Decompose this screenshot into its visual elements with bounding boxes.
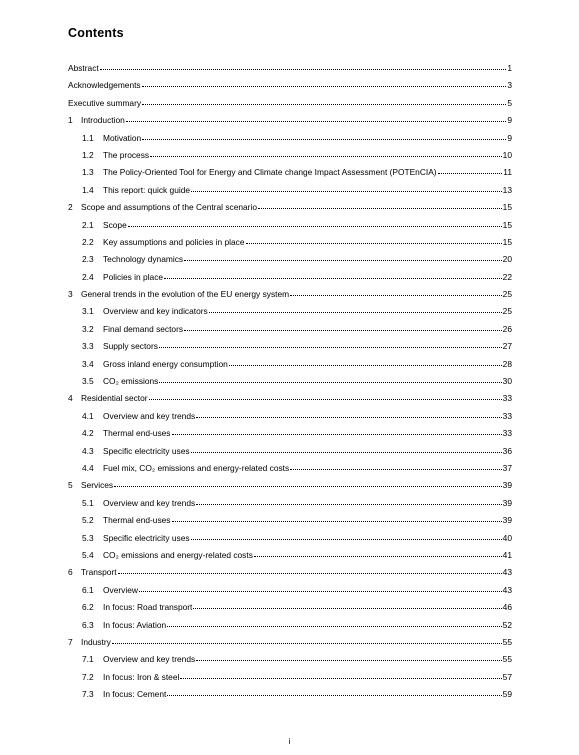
toc-entry-number: 5	[68, 480, 73, 491]
toc-entry-number: 5.4	[82, 549, 94, 560]
toc-entry[interactable]	[68, 150, 512, 167]
toc-entry[interactable]	[68, 376, 512, 393]
toc-entry-title: CO₂ emissions	[103, 376, 159, 387]
toc-entry-title: In focus: Aviation	[103, 619, 167, 630]
toc-entry-number: 3.4	[82, 358, 94, 369]
toc-entry-number: 5.1	[82, 497, 94, 508]
toc-entry[interactable]	[68, 463, 512, 480]
toc-entry-number: 6.1	[82, 584, 94, 595]
toc-entry-page: 13	[502, 184, 512, 195]
toc-entry-title: Specific electricity uses	[103, 445, 190, 456]
dot-leader	[258, 208, 502, 209]
toc-entry-title: Transport	[81, 567, 117, 578]
toc-entry-title: Services	[81, 480, 114, 491]
toc-entry[interactable]	[68, 202, 512, 219]
toc-entry-page: 3	[507, 80, 512, 91]
toc-entry-page: 59	[502, 689, 512, 700]
toc-entry[interactable]	[68, 567, 512, 584]
toc-entry-title: In focus: Road transport	[103, 602, 193, 613]
toc-entry-number: 4.1	[82, 410, 94, 421]
toc-entry-number: 2.4	[82, 271, 94, 282]
dot-leader	[159, 347, 502, 348]
dot-leader	[167, 626, 502, 627]
toc-entry[interactable]	[68, 272, 512, 289]
toc-entry[interactable]	[68, 411, 512, 428]
toc-entry-number: 7.1	[82, 654, 94, 665]
dot-leader	[438, 173, 503, 174]
toc-entry-title: Supply sectors	[103, 341, 158, 352]
toc-entry[interactable]	[68, 220, 512, 237]
dot-leader	[128, 226, 502, 227]
toc-entry-title: Specific electricity uses	[103, 532, 190, 543]
toc-entry-title: Overview	[103, 584, 138, 595]
toc-entry-page: 46	[502, 602, 512, 613]
dot-leader	[184, 260, 502, 261]
dot-leader	[180, 678, 501, 679]
dot-leader	[139, 591, 502, 592]
dot-leader	[164, 278, 502, 279]
toc-entry-number: 2.1	[82, 219, 94, 230]
dot-leader	[118, 573, 502, 574]
toc-entry-title: CO₂ emissions and energy-related costs	[103, 549, 253, 560]
toc-entry-title: General trends in the evolution of the EU energy system	[81, 289, 290, 300]
toc-entry-number: 2.3	[82, 254, 94, 265]
dot-leader	[150, 156, 502, 157]
toc-entry-page: 15	[502, 219, 512, 230]
page-title: Contents	[68, 26, 124, 40]
toc-entry-title: Overview and key trends	[103, 654, 196, 665]
toc-entry-title: Key assumptions and policies in place	[103, 236, 245, 247]
dot-leader	[100, 69, 507, 70]
toc-entry-page: 15	[502, 202, 512, 213]
dot-leader	[142, 86, 507, 87]
toc-entry[interactable]	[68, 98, 512, 115]
toc-entry-page: 33	[502, 410, 512, 421]
toc-entry[interactable]	[68, 80, 512, 97]
dot-leader	[290, 469, 501, 470]
toc-entry-number: 7.2	[82, 671, 94, 682]
toc-entry-title: Policies in place	[103, 271, 164, 282]
table-of-contents	[68, 63, 512, 706]
toc-entry[interactable]	[68, 133, 512, 150]
toc-entry-page: 43	[502, 584, 512, 595]
toc-entry-number: 7	[68, 636, 73, 647]
dot-leader	[159, 382, 501, 383]
toc-entry-number: 1.1	[82, 132, 94, 143]
toc-entry-page: 36	[502, 445, 512, 456]
dot-leader	[254, 556, 502, 557]
toc-entry-page: 15	[502, 236, 512, 247]
toc-entry-page: 28	[502, 358, 512, 369]
toc-entry-number: 3.3	[82, 341, 94, 352]
toc-entry-number: 1.2	[82, 149, 94, 160]
toc-entry-title: Scope	[103, 219, 127, 230]
toc-entry[interactable]	[68, 428, 512, 445]
toc-entry-page: 9	[507, 115, 512, 126]
toc-entry-title: Residential sector	[81, 393, 148, 404]
toc-entry[interactable]	[68, 480, 512, 497]
toc-entry-title: In focus: Cement	[103, 689, 167, 700]
toc-entry-number: 1.4	[82, 184, 94, 195]
toc-entry-page: 27	[502, 341, 512, 352]
toc-entry-number: 1.3	[82, 167, 94, 178]
toc-entry[interactable]	[68, 115, 512, 132]
toc-entry-page: 52	[502, 619, 512, 630]
dot-leader	[172, 434, 502, 435]
toc-entry[interactable]	[68, 672, 512, 689]
toc-entry-page: 55	[502, 636, 512, 647]
toc-entry-page: 57	[502, 671, 512, 682]
dot-leader	[191, 539, 502, 540]
toc-entry-title: Industry	[81, 636, 111, 647]
toc-entry-title: Final demand sectors	[103, 323, 184, 334]
toc-entry-title: Thermal end-uses	[103, 428, 171, 439]
dot-leader	[209, 312, 502, 313]
toc-entry[interactable]	[68, 237, 512, 254]
toc-entry[interactable]	[68, 324, 512, 341]
toc-entry-number: 5.2	[82, 515, 94, 526]
toc-entry-page: 37	[502, 462, 512, 473]
toc-entry-page: 39	[502, 497, 512, 508]
dot-leader	[149, 399, 502, 400]
page-number-footer: i	[288, 737, 291, 746]
toc-entry-title: Overview and key trends	[103, 497, 196, 508]
toc-entry-page: 22	[502, 271, 512, 282]
dot-leader	[142, 104, 506, 105]
toc-entry-number: 4	[68, 393, 73, 404]
toc-entry-title: In focus: Iron & steel	[103, 671, 180, 682]
toc-entry-page: 11	[503, 167, 512, 178]
dot-leader	[142, 139, 506, 140]
toc-entry-number: 4.3	[82, 445, 94, 456]
toc-entry-page: 26	[502, 323, 512, 334]
dot-leader	[229, 365, 502, 366]
dot-leader	[290, 295, 502, 296]
toc-entry-page: 33	[502, 393, 512, 404]
dot-leader	[196, 417, 502, 418]
toc-entry[interactable]	[68, 550, 512, 567]
toc-entry[interactable]	[68, 167, 512, 184]
dot-leader	[126, 121, 507, 122]
toc-entry-title: Abstract	[68, 63, 99, 73]
dot-leader	[193, 608, 501, 609]
toc-entry[interactable]	[68, 393, 512, 410]
toc-entry-number: 6	[68, 567, 73, 578]
toc-entry-number: 5.3	[82, 532, 94, 543]
dot-leader	[112, 643, 502, 644]
toc-entry-title: Motivation	[103, 132, 142, 143]
dot-leader	[184, 330, 502, 331]
dot-leader	[191, 452, 502, 453]
toc-entry[interactable]	[68, 533, 512, 550]
toc-entry-title: Scope and assumptions of the Central scenario	[81, 202, 257, 213]
toc-entry-number: 3.5	[82, 376, 94, 387]
toc-entry-title: Thermal end-uses	[103, 515, 171, 526]
toc-entry-title: Overview and key trends	[103, 410, 196, 421]
toc-entry[interactable]	[68, 254, 512, 271]
toc-entry[interactable]	[68, 654, 512, 671]
toc-entry-number: 4.2	[82, 428, 94, 439]
toc-entry[interactable]	[68, 341, 512, 358]
toc-entry-page: 33	[502, 428, 512, 439]
dot-leader	[167, 695, 501, 696]
toc-entry[interactable]	[68, 306, 512, 323]
toc-entry-page: 1	[507, 63, 512, 73]
toc-entry-number: 2.2	[82, 236, 94, 247]
toc-entry-number: 3.1	[82, 306, 94, 317]
toc-entry[interactable]	[68, 446, 512, 463]
toc-entry-number: 6.3	[82, 619, 94, 630]
toc-entry-page: 39	[502, 480, 512, 491]
toc-entry-title: This report: quick guide	[103, 184, 191, 195]
toc-entry-page: 20	[502, 254, 512, 265]
toc-entry-page: 41	[502, 549, 512, 560]
toc-entry-title: Overview and key indicators	[103, 306, 208, 317]
toc-entry-page: 25	[502, 306, 512, 317]
toc-entry-page: 55	[502, 654, 512, 665]
toc-entry-page: 10	[502, 149, 512, 160]
toc-entry[interactable]	[68, 637, 512, 654]
dot-leader	[196, 660, 502, 661]
toc-entry-number: 3	[68, 289, 73, 300]
toc-entry-title: Technology dynamics	[103, 254, 184, 265]
toc-entry[interactable]	[68, 602, 512, 619]
dot-leader	[191, 191, 502, 192]
dot-leader	[196, 504, 502, 505]
toc-entry-page: 43	[502, 567, 512, 578]
toc-entry-number: 2	[68, 202, 73, 213]
toc-entry-title: Acknowledgements	[68, 80, 141, 91]
toc-entry[interactable]	[68, 63, 512, 80]
dot-leader	[172, 521, 502, 522]
dot-leader	[114, 486, 502, 487]
toc-entry[interactable]	[68, 689, 512, 706]
toc-entry-number: 4.4	[82, 462, 94, 473]
toc-entry-number: 6.2	[82, 602, 94, 613]
toc-entry-number: 1	[68, 115, 73, 126]
toc-entry[interactable]	[68, 289, 512, 306]
dot-leader	[246, 243, 502, 244]
toc-entry-page: 40	[502, 532, 512, 543]
toc-entry-title: Fuel mix, CO₂ emissions and energy-related costs	[103, 462, 290, 473]
toc-entry-number: 3.2	[82, 323, 94, 334]
toc-entry-number: 7.3	[82, 689, 94, 700]
toc-entry-title: Introduction	[81, 115, 125, 126]
toc-entry[interactable]	[68, 585, 512, 602]
toc-entry[interactable]	[68, 515, 512, 532]
toc-entry-page: 39	[502, 515, 512, 526]
toc-entry[interactable]	[68, 498, 512, 515]
toc-entry[interactable]	[68, 185, 512, 202]
toc-entry-page: 25	[502, 289, 512, 300]
toc-entry-title: The Policy-Oriented Tool for Energy and Climate change Impact Assessment (POTEnCIA)	[103, 167, 437, 178]
toc-entry[interactable]	[68, 620, 512, 637]
toc-entry-page: 5	[507, 97, 512, 108]
toc-entry-page: 30	[502, 376, 512, 387]
toc-entry-page: 9	[507, 132, 512, 143]
toc-entry-title: The process	[103, 149, 150, 160]
toc-entry[interactable]	[68, 359, 512, 376]
toc-entry-title: Executive summary	[68, 97, 142, 108]
toc-entry-title: Gross inland energy consumption	[103, 358, 228, 369]
